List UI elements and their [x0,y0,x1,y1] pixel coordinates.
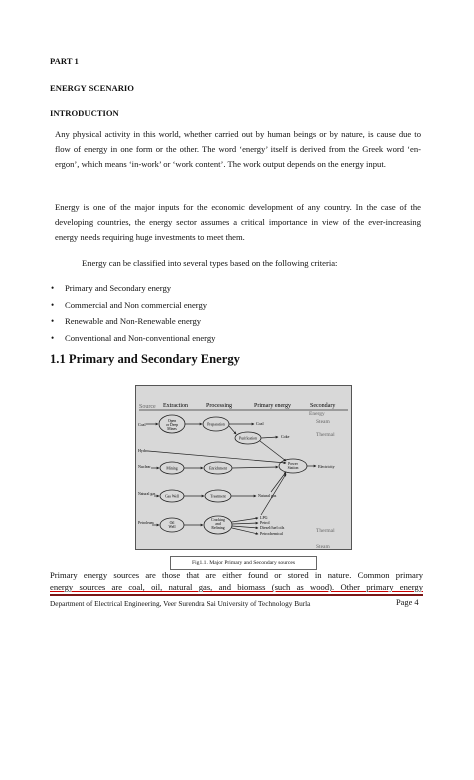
classification-paragraph: Energy can be classified into several types based on the following criteria: [82,258,338,268]
list-item: • Commercial and Non commercial energy [50,297,215,314]
label-steam-bottom: Steam [316,544,330,549]
page-number: Page 4 [396,598,419,607]
introduction-heading: INTRODUCTION [50,108,119,118]
output-coal: Coal [256,421,264,426]
footer-divider [50,594,423,596]
node-preparation: Preparation [207,422,225,427]
intro-paragraph-1: Any physical activity in this world, whether carried out by human beings or by nature, is cause due to flow of energy in one form or the other. The word ‘energy’ itself is derived from the Greek word ‘en-ergon’, which means ‘in-work’ or ‘work content’. The work output depends on the energy input. [55,129,421,169]
node-enrichment: Enrichment [209,466,227,471]
header-primary: Primary energy [254,403,292,409]
header-extraction: Extraction [163,403,188,409]
source-coal: Coal [138,422,146,427]
header-secondary: Secondary [310,403,336,409]
header-source: Source [139,404,156,410]
node-power-station: Power Station [287,462,299,470]
source-nuclear: Nuclear [138,464,151,469]
label-energy: Energy [309,411,325,417]
source-hydro: Hydro [138,448,149,453]
chapter-title: ENERGY SCENARIO [50,83,134,93]
output-lpg: LPG [260,515,268,520]
node-mining: Mining [166,466,178,471]
source-natural-gas: Natural gas [138,492,156,496]
source-petroleum: Petroleum [138,521,154,525]
header-processing: Processing [206,403,232,409]
node-gas-well: Gas Well [165,494,179,499]
part-label: PART 1 [50,56,79,66]
node-oil-well: Oil Well [168,521,176,529]
node-purification: Purification [239,436,257,441]
label-thermal-bottom: Thermal [316,528,335,534]
energy-flow-figure [135,385,352,550]
output-electricity: Electricity [318,464,335,469]
output-coke: Coke [281,434,290,439]
list-item: • Primary and Secondary energy [50,280,215,297]
output-diesel: Diesel/fuel oils [260,525,285,530]
primary-energy-line-1: Primary energy sources are those that are either found or stored in nature. Common primary [50,570,423,580]
output-natural-gas: Natural gas [258,493,277,498]
section-heading: 1.1 Primary and Secondary Energy [50,352,240,366]
node-treatment: Treatment [210,494,226,499]
intro-paragraph-2: Energy is one of the major inputs for the economic development of any country. In the case of the developing countries, the energy sector assumes a critical importance in view of the ever-increasing energy needs requiring huge investments to meet them. [55,202,421,242]
output-petrochemical: Petrochemical [260,531,283,536]
footer-department: Department of Electrical Engineering, Veer Surendra Sai University of Technology Burla [50,599,311,608]
classification-list [50,280,215,346]
figure-caption: Fig1.1. Major Primary and Secondary sources [170,556,317,570]
node-cracking-refining: Cracking and Refining [211,518,225,530]
label-steam-top: Steam [316,419,330,425]
node-open-mines: Open or Deep Mines [165,419,179,431]
label-thermal-top: Thermal [316,432,335,438]
output-petrol: Petrol [260,520,270,525]
list-item: • Conventional and Non-conventional energy [50,330,215,347]
primary-energy-line-2: energy sources are coal, oil, natural gas, and biomass (such as wood). Other primary energy [50,582,423,592]
list-item: • Renewable and Non-Renewable energy [50,313,215,330]
